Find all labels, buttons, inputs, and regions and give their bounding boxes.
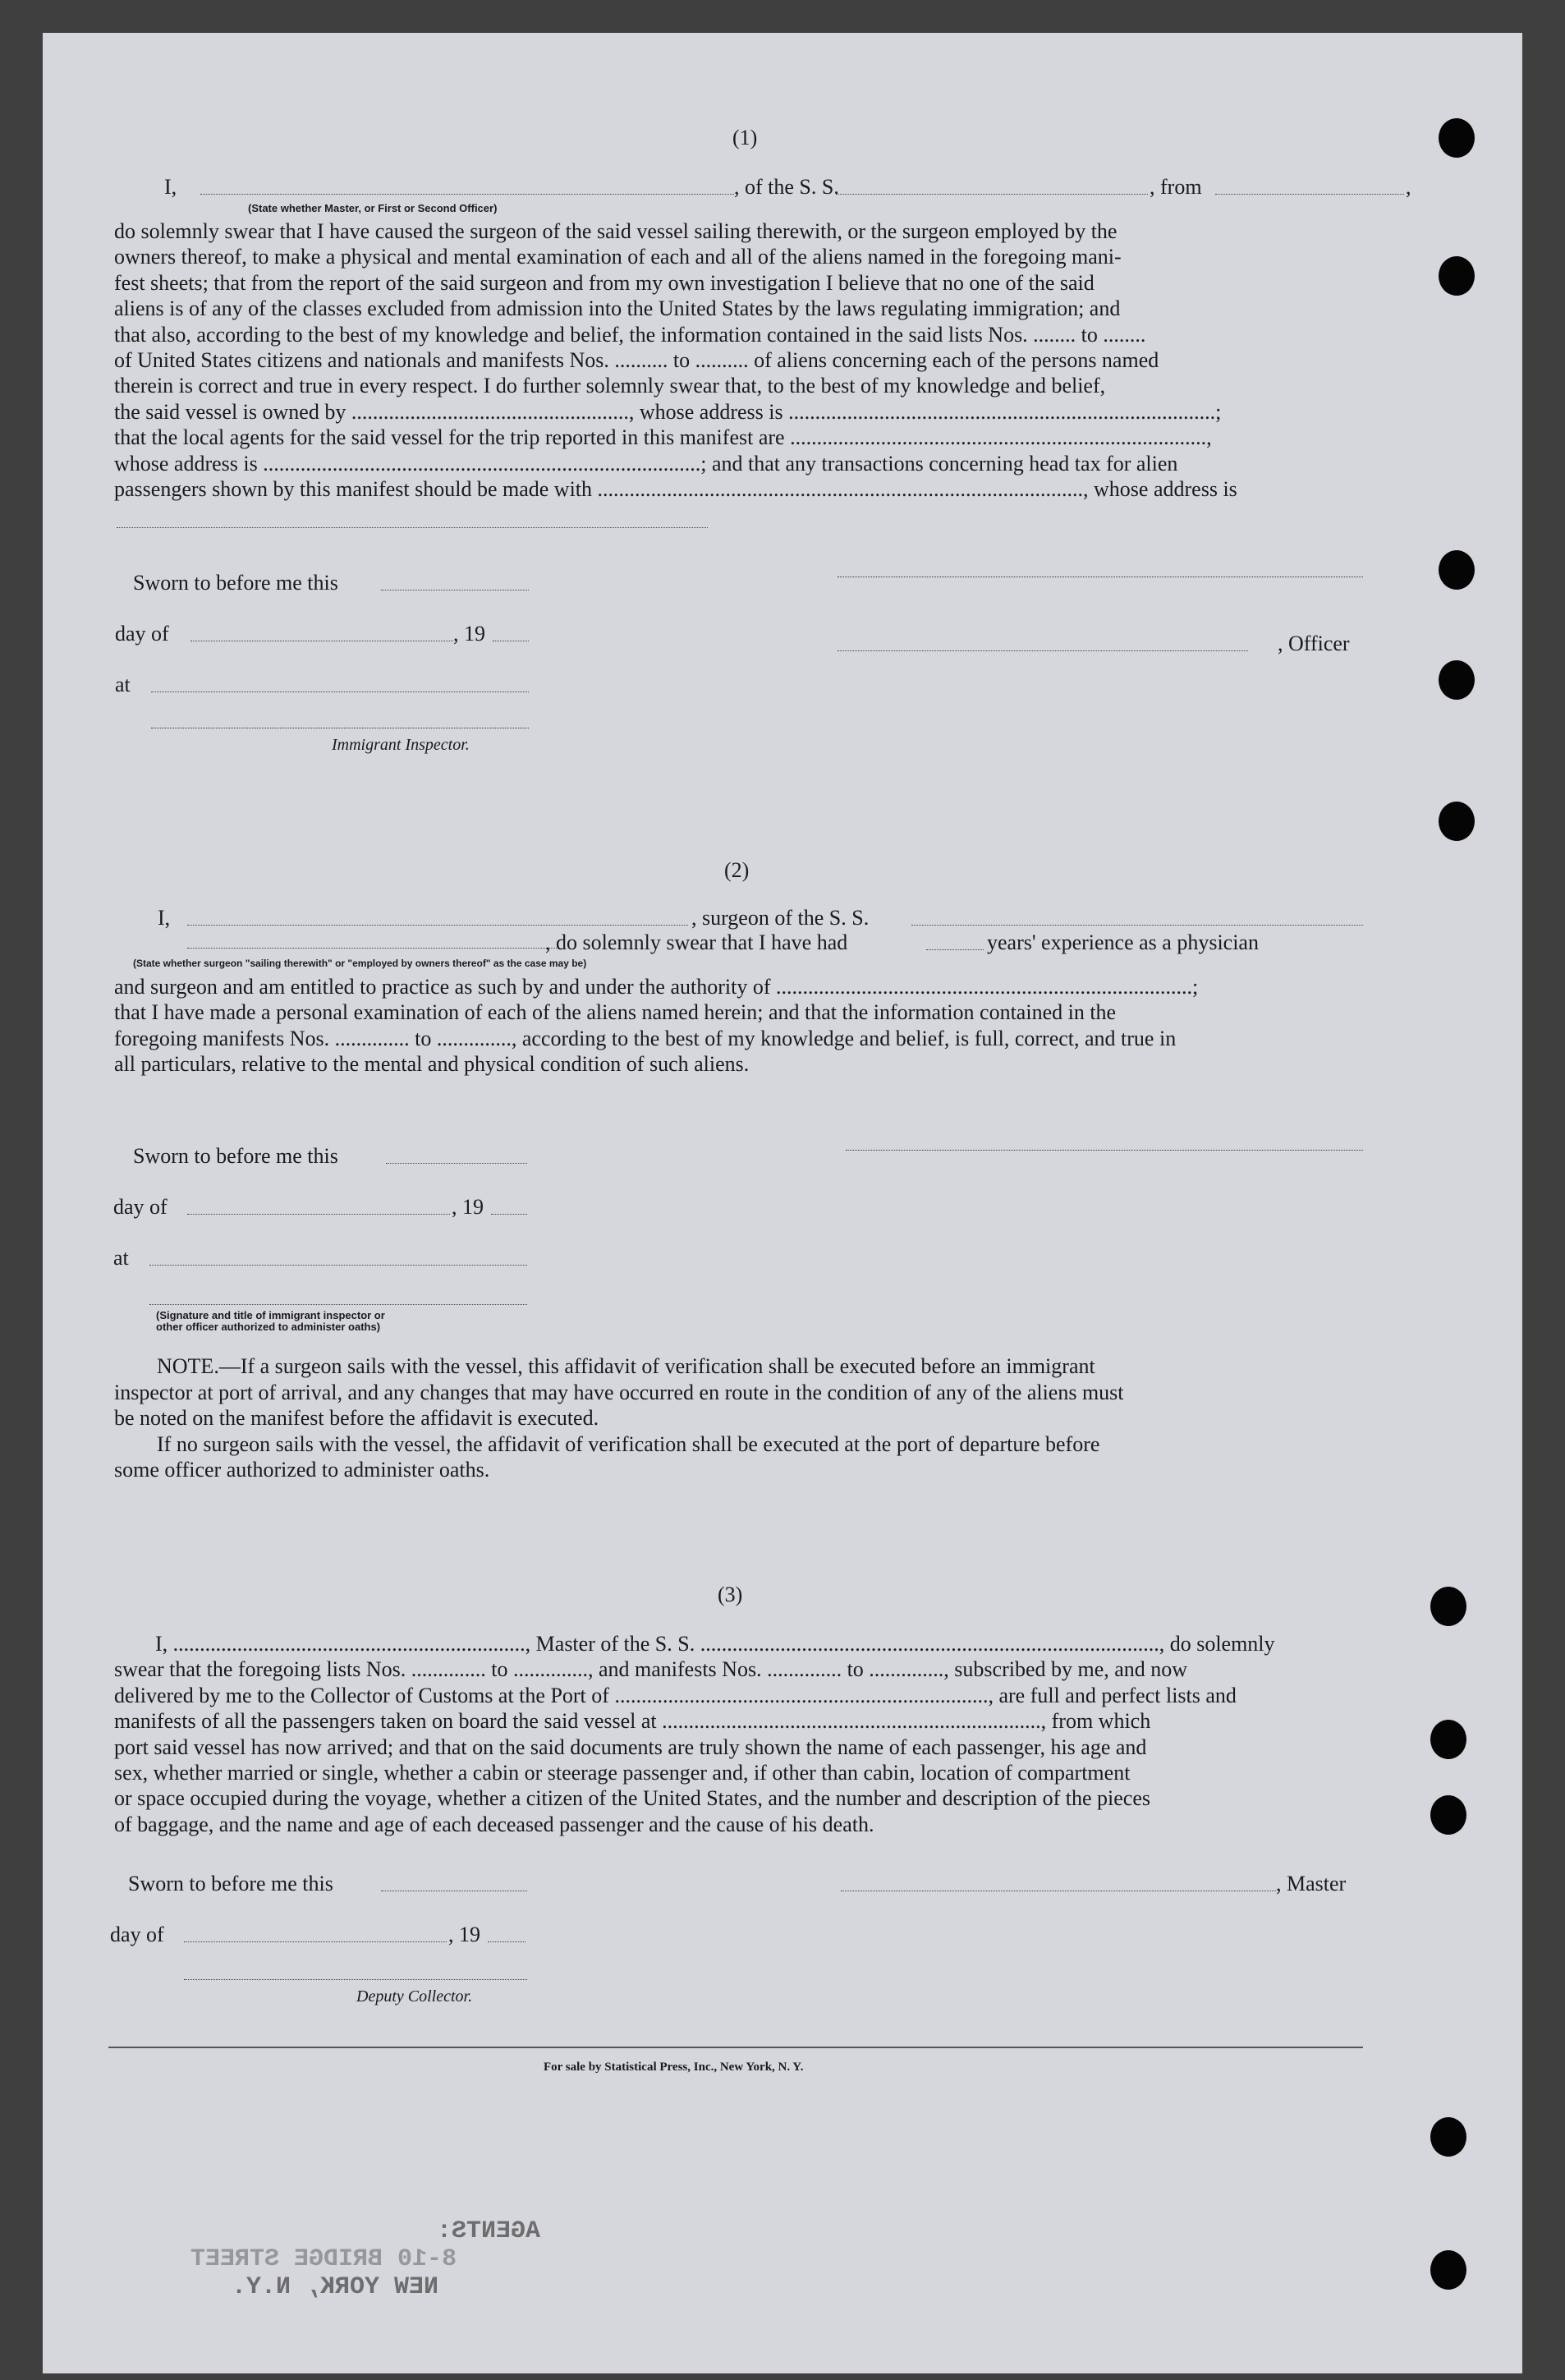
stamp-line-1: AGENTS: — [437, 2217, 541, 2245]
s1-line: that the local agents for the said vessel for the trip reported in this manifest are .............................................................................., — [114, 425, 1212, 450]
at-label-1: at — [115, 673, 131, 696]
s3-line: delivered by me to the Collector of Customs at the Port of ......................................................................, are full and perfect lists and — [114, 1683, 1237, 1707]
month-blank-2 — [187, 1214, 450, 1215]
years-experience: years' experience as a physician — [987, 930, 1259, 954]
punch-hole — [1430, 2250, 1466, 2290]
punch-hole — [1439, 660, 1475, 700]
s3-line: manifests of all the passengers taken on board the said vessel at ......................................................................., from which — [114, 1709, 1151, 1734]
section-2-body — [114, 974, 1198, 1077]
section-2-number: (2) — [724, 858, 750, 882]
section-3-body — [114, 1631, 1275, 1837]
master-label: , Master — [1276, 1872, 1347, 1895]
at-label-2: at — [113, 1246, 129, 1270]
sworn-day-blank-2 — [386, 1163, 527, 1164]
surgeon-name-blank — [187, 925, 688, 926]
s2-line: all particulars, relative to the mental and physical condition of such aliens. — [114, 1052, 750, 1077]
year-blank-2 — [491, 1214, 527, 1215]
note-line: If no surgeon sails with the vessel, the affidavit of verification shall be executed at the port of departure before — [157, 1431, 1100, 1456]
year-blank-3 — [488, 1941, 525, 1942]
surgeon-vessel-blank — [911, 925, 1363, 926]
note-line: NOTE.—If a surgeon sails with the vessel, this affidavit of verification shall be executed before an immigrant — [157, 1354, 1095, 1378]
signature-caption-line-1: (Signature and title of immigrant inspector or — [156, 1309, 385, 1321]
note-line: be noted on the manifest before the affidavit is executed. — [114, 1406, 599, 1431]
year-label-1: , 19 — [453, 622, 485, 646]
surgeon-signature-line — [846, 1150, 1363, 1151]
address-continuation-blank — [117, 527, 708, 528]
year-label-2: , 19 — [452, 1195, 484, 1219]
sworn-label-3: Sworn to before me this — [128, 1872, 333, 1895]
s3-line: I, .................................................................., Master of the S. S. ......................................................................................, do solemnly — [155, 1632, 1275, 1656]
place-blank-2 — [149, 1265, 527, 1266]
place-blank-1 — [151, 691, 529, 692]
punch-hole — [1439, 118, 1475, 158]
section-1-i: I, — [164, 175, 177, 199]
stamp-line-2: 8-10 BRIDGE STREET — [190, 2245, 457, 2273]
punch-hole — [1430, 2117, 1466, 2157]
punch-hole — [1439, 256, 1475, 296]
punch-hole — [1430, 1795, 1466, 1835]
footer-rule — [108, 2047, 1363, 2048]
officer-signature-line — [838, 650, 1248, 651]
s3-line: sex, whether married or single, whether a cabin or steerage passenger and, if other than cabin, location of compartment — [114, 1761, 1131, 1785]
signature-caption-line-2: other officer authorized to administer oaths) — [156, 1321, 381, 1333]
s1-line: the said vessel is owned by ...................................................., whose address is ................................................................................; — [114, 399, 1222, 424]
punch-hole — [1439, 550, 1475, 590]
s3-line: or space occupied during the voyage, whether a citizen of the United States, and the number and description of the pieces — [114, 1786, 1151, 1811]
deputy-caption: Deputy Collector. — [356, 1987, 473, 2006]
document-page — [43, 33, 1522, 2373]
s1-line: aliens is of any of the classes excluded from admission into the United States by the laws regulating immigration; and — [114, 296, 1121, 321]
section-2-i: I, — [158, 906, 171, 930]
surgeon-of-ss: , surgeon of the S. S. — [691, 906, 870, 930]
punch-hole — [1439, 802, 1475, 841]
sworn-label-2: Sworn to before me this — [133, 1144, 338, 1168]
day-of-label-3: day of — [110, 1923, 164, 1946]
of-the-ss: , of the S. S. — [734, 175, 839, 199]
signature-blank-2 — [149, 1304, 527, 1305]
s1-line: passengers shown by this manifest should be made with ..........................................................................................., whose address is — [114, 477, 1237, 502]
s3-line: port said vessel has now arrived; and that on the said documents are truly shown the name of each passenger, his age and — [114, 1734, 1147, 1759]
s2-line: that I have made a personal examination of each of the aliens named herein; and that the information contained in the — [114, 1000, 1117, 1025]
line-end-comma: , — [1406, 175, 1411, 199]
s3-line: of baggage, and the name and age of each deceased passenger and the cause of his death. — [114, 1812, 874, 1836]
officer-caption: (State whether Master, or First or Second Officer) — [248, 202, 498, 214]
surgeon-type-blank — [187, 948, 557, 949]
note-block — [114, 1353, 1124, 1483]
printer-footer: For sale by Statistical Press, Inc., New York, N. Y. — [544, 2061, 804, 2074]
years-blank — [926, 949, 984, 950]
day-of-label-2: day of — [113, 1195, 168, 1219]
master-name-blank — [200, 194, 734, 195]
note-line: some officer authorized to administer oaths. — [114, 1458, 490, 1482]
s1-line: therein is correct and true in every respect. I do further solemnly swear that, to the best of my knowledge and belief, — [114, 374, 1106, 398]
sworn-label-1: Sworn to before me this — [133, 571, 338, 595]
s1-line: fest sheets; that from the report of the said surgeon and from my own investigation I believe that no one of the said — [114, 270, 1095, 295]
officer-label: , Officer — [1278, 632, 1350, 655]
from-label: , from — [1150, 175, 1202, 199]
from-port-blank — [1215, 194, 1404, 195]
s2-line: and surgeon and am entitled to practice as such by and under the authority of ..............................................................................; — [114, 975, 1199, 999]
s1-line: of United States citizens and nationals and manifests Nos. .......... to .......... of aliens concerning each of the persons named — [114, 348, 1159, 373]
day-of-label-1: day of — [115, 622, 169, 646]
deputy-signature-line — [184, 1979, 527, 1980]
s1-line: do solemnly swear that I have caused the surgeon of the said vessel sailing therewith, or the surgeon employed by the — [114, 219, 1118, 243]
surgeon-caption: (State whether surgeon "sailing therewith" or "employed by owners thereof" as the case may be) — [133, 958, 587, 969]
s1-line: whose address is ..................................................................................; and that any transactions concerning head tax for alien — [114, 451, 1178, 476]
section-3-number: (3) — [718, 1583, 743, 1606]
s1-line: owners thereof, to make a physical and mental examination of each and all of the aliens named in the foregoing mani- — [114, 245, 1122, 269]
vessel-name-blank — [836, 194, 1148, 195]
punch-hole — [1430, 1720, 1466, 1759]
section-1-body — [114, 218, 1237, 502]
note-line: inspector at port of arrival, and any changes that may have occurred en route in the condition of any of the aliens must — [114, 1380, 1124, 1404]
punch-hole — [1430, 1587, 1466, 1626]
s2-line: foregoing manifests Nos. .............. to .............., according to the best of my knowledge and belief, is full, correct, and true in — [114, 1026, 1177, 1050]
month-blank-3 — [184, 1941, 447, 1942]
stamp-line-3: NEW YORK, N.Y. — [232, 2273, 439, 2301]
s3-line: swear that the foregoing lists Nos. .............. to .............., and manifests Nos. .............. to .............., subscribed by me, and now — [114, 1657, 1188, 1682]
section-1-number: (1) — [732, 126, 758, 149]
do-solemnly-swear: , do solemnly swear that I have had — [545, 930, 848, 954]
inspector-caption: Immigrant Inspector. — [332, 736, 470, 754]
year-label-3: , 19 — [448, 1923, 480, 1946]
s1-line: that also, according to the best of my knowledge and belief, the information contained in the said lists Nos. ........ to ........ — [114, 322, 1146, 347]
